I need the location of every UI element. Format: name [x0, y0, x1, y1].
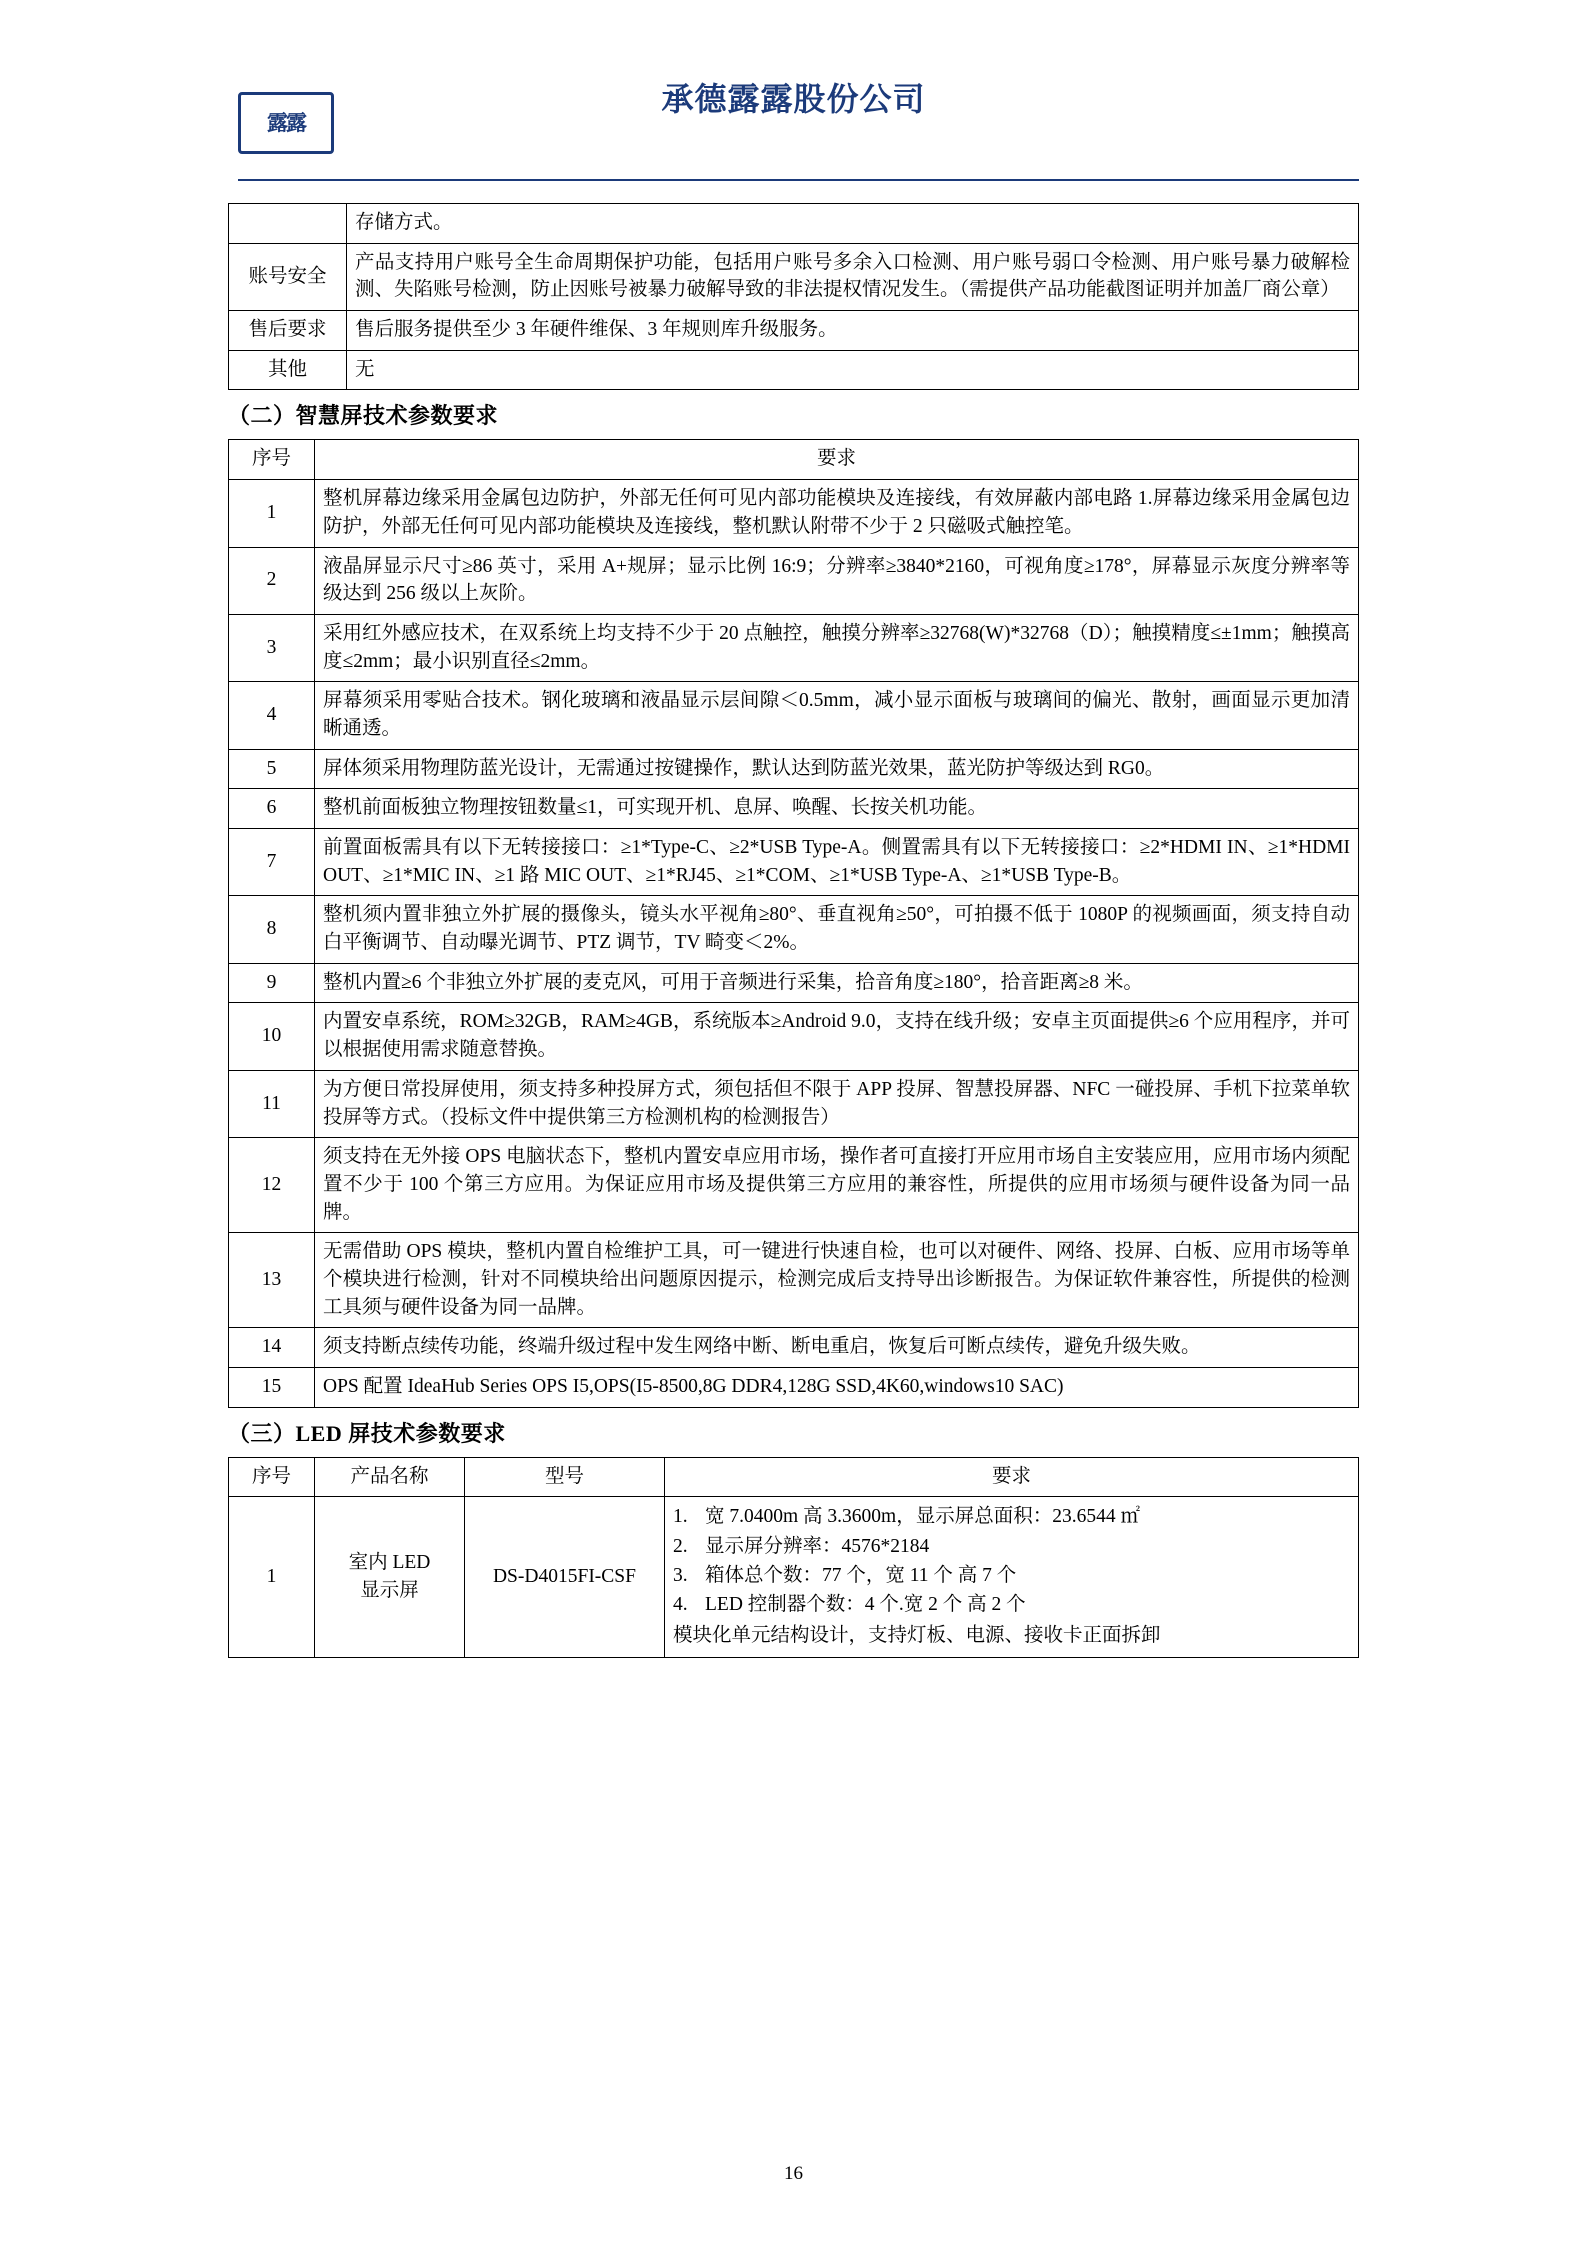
row-no: 6 — [229, 789, 315, 829]
section-title-two: （二）智慧屏技术参数要求 — [228, 403, 499, 429]
row-no: 7 — [229, 829, 315, 896]
table-smart-screen-specs — [228, 439, 1359, 1407]
row-no: 13 — [229, 1233, 315, 1328]
list-item — [673, 1590, 1350, 1619]
row-requirement: 须支持在无外接 OPS 电脑状态下，整机内置安卓应用市场，操作者可直接打开应用市场自主安装应用，应用市场内须配置不少于 100 个第三方应用。为保证应用市场及提供第三方应用的兼容性，所提供的应用市场须与硬件设备为同一品牌。 — [315, 1138, 1359, 1233]
column-header-no: 序号 — [229, 440, 315, 480]
row-model: DS-D4015FI-CSF — [465, 1497, 665, 1657]
row-requirement: OPS 配置 IdeaHub Series OPS I5,OPS(I5-8500,8G DDR4,128G SSD,4K60,windows10 SAC) — [315, 1368, 1359, 1408]
row-no: 11 — [229, 1070, 315, 1137]
row-requirement: 整机须内置非独立外扩展的摄像头，镜头水平视角≥80°、垂直视角≥50°，可拍摄不低于 1080P 的视频画面，须支持自动白平衡调节、自动曝光调节、PTZ 调节，TV 畸变＜2%。 — [315, 896, 1359, 963]
table-row — [229, 614, 1359, 681]
row-no: 3 — [229, 614, 315, 681]
row-text: 售后服务提供至少 3 年硬件维保、3 年规则库升级服务。 — [347, 311, 1359, 351]
list-item-number: 3. — [673, 1564, 688, 1586]
page-header — [228, 0, 1359, 171]
table-row — [229, 1368, 1359, 1408]
section-title-three: （三）LED 屏技术参数要求 — [228, 1420, 506, 1446]
row-requirement: 为方便日常投屏使用，须支持多种投屏方式，须包括但不限于 APP 投屏、智慧投屏器、NFC 一碰投屏、手机下拉菜单软投屏等方式。（投标文件中提供第三方检测机构的检测报告） — [315, 1070, 1359, 1137]
row-label: 其他 — [229, 350, 347, 390]
table-header-row — [229, 440, 1359, 480]
table-row — [229, 311, 1359, 351]
table-led-screen-specs — [228, 1457, 1359, 1658]
table-row — [229, 480, 1359, 547]
requirement-tail-text: 模块化单元结构设计，支持灯板、电源、接收卡正面拆卸 — [673, 1625, 1161, 1647]
list-item-number: 2. — [673, 1535, 688, 1557]
row-requirement: 屏体须采用物理防蓝光设计，无需通过按键操作，默认达到防蓝光效果，蓝光防护等级达到 RG0。 — [315, 749, 1359, 789]
list-item — [673, 1532, 1350, 1561]
header-divider — [238, 179, 1359, 181]
row-no: 9 — [229, 963, 315, 1003]
list-item-number: 4. — [673, 1594, 688, 1616]
row-label — [229, 204, 347, 244]
row-no: 14 — [229, 1328, 315, 1368]
row-no: 12 — [229, 1138, 315, 1233]
table-row — [229, 547, 1359, 614]
row-requirement: 整机屏幕边缘采用金属包边防护，外部无任何可见内部功能模块及连接线，有效屏蔽内部电路 1.屏幕边缘采用金属包边防护，外部无任何可见内部功能模块及连接线，整机默认附带不少于 2 只磁吸式触控笔。 — [315, 480, 1359, 547]
row-product-name — [315, 1497, 465, 1657]
row-requirement: 采用红外感应技术，在双系统上均支持不少于 20 点触控，触摸分辨率≥32768(W)*32768（D）；触摸精度≤±1mm；触摸高度≤2mm；最小识别直径≤2mm。 — [315, 614, 1359, 681]
row-requirement: 液晶屏显示尺寸≥86 英寸，采用 A+规屏；显示比例 16:9；分辨率≥3840*2160，可视角度≥178°，屏幕显示灰度分辨率等级达到 256 级以上灰阶。 — [315, 547, 1359, 614]
table-row — [229, 896, 1359, 963]
row-text: 存储方式。 — [347, 204, 1359, 244]
product-name-line1: 室内 LED — [348, 1551, 431, 1573]
table-row — [229, 1328, 1359, 1368]
row-requirement: 整机前面板独立物理按钮数量≤1，可实现开机、息屏、唤醒、长按关机功能。 — [315, 789, 1359, 829]
row-no: 15 — [229, 1368, 315, 1408]
row-requirement — [665, 1497, 1359, 1657]
page-number: 16 — [784, 2163, 803, 2184]
column-header-requirement: 要求 — [665, 1457, 1359, 1497]
row-requirement: 屏幕须采用零贴合技术。钢化玻璃和液晶显示层间隙＜0.5mm，减小显示面板与玻璃间的偏光、散射，画面显示更加清晰通透。 — [315, 682, 1359, 749]
table-row — [229, 204, 1359, 244]
table-row — [229, 963, 1359, 1003]
row-no: 2 — [229, 547, 315, 614]
row-text: 产品支持用户账号全生命周期保护功能，包括用户账号多余入口检测、用户账号弱口令检测、用户账号暴力破解检测、失陷账号检测，防止因账号被暴力破解导致的非法提权情况发生。（需提供产品功能截图证明并加盖厂商公章） — [347, 243, 1359, 310]
list-item-number: 1. — [673, 1506, 688, 1528]
document-content — [228, 203, 1359, 1658]
table-row — [229, 682, 1359, 749]
table-row — [229, 1070, 1359, 1137]
table-row — [229, 1497, 1359, 1657]
table-header-row — [229, 1457, 1359, 1497]
column-header-model: 型号 — [465, 1457, 665, 1497]
list-item-text: 显示屏分辨率：4576*2184 — [705, 1535, 930, 1557]
row-no: 10 — [229, 1003, 315, 1070]
row-requirement: 整机内置≥6 个非独立外扩展的麦克风，可用于音频进行采集，拾音角度≥180°，拾音距离≥8 米。 — [315, 963, 1359, 1003]
list-item-text: 箱体总个数：77 个，宽 11 个 高 7 个 — [705, 1564, 1017, 1586]
product-name-line2: 显示屏 — [360, 1579, 419, 1601]
row-no: 1 — [229, 480, 315, 547]
table-row — [229, 1233, 1359, 1328]
list-item — [673, 1502, 1350, 1531]
column-header-no: 序号 — [229, 1457, 315, 1497]
table-row — [229, 350, 1359, 390]
row-requirement: 内置安卓系统，ROM≥32GB，RAM≥4GB，系统版本≥Android 9.0，支持在线升级；安卓主页面提供≥6 个应用程序，并可以根据使用需求随意替换。 — [315, 1003, 1359, 1070]
list-item-text: 宽 7.0400m 高 3.3600m，显示屏总面积：23.6544 ㎡ — [705, 1506, 1140, 1528]
table-row — [229, 1003, 1359, 1070]
list-item-text: LED 控制器个数：4 个.宽 2 个 高 2 个 — [705, 1594, 1026, 1616]
row-no: 1 — [229, 1497, 315, 1657]
company-title: 承德露露股份公司 — [661, 81, 926, 117]
row-text: 无 — [347, 350, 1359, 390]
row-requirement: 无需借助 OPS 模块，整机内置自检维护工具，可一键进行快速自检，也可以对硬件、网络、投屏、白板、应用市场等单个模块进行检测，针对不同模块给出问题原因提示，检测完成后支持导出诊断报告。为保证软件兼容性，所提供的检测工具须与硬件设备为同一品牌。 — [315, 1233, 1359, 1328]
table-security-requirements — [228, 203, 1359, 390]
row-requirement: 须支持断点续传功能，终端升级过程中发生网络中断、断电重启，恢复后可断点续传，避免升级失败。 — [315, 1328, 1359, 1368]
row-label: 账号安全 — [229, 243, 347, 310]
row-requirement: 前置面板需具有以下无转接接口：≥1*Type-C、≥2*USB Type-A。侧置需具有以下无转接接口：≥2*HDMI IN、≥1*HDMI OUT、≥1*MIC IN、≥1 路 MIC OUT、≥1*RJ45、≥1*COM、≥1*USB Type-A、≥1*USB Type-B。 — [315, 829, 1359, 896]
list-item — [673, 1561, 1350, 1590]
table-row — [229, 829, 1359, 896]
column-header-product: 产品名称 — [315, 1457, 465, 1497]
column-header-requirement: 要求 — [315, 440, 1359, 480]
row-label: 售后要求 — [229, 311, 347, 351]
row-no: 4 — [229, 682, 315, 749]
logo-text: 露露 — [267, 110, 305, 135]
table-row — [229, 789, 1359, 829]
table-row — [229, 749, 1359, 789]
row-no: 5 — [229, 749, 315, 789]
table-row — [229, 243, 1359, 310]
requirement-list — [673, 1502, 1350, 1619]
table-row — [229, 1138, 1359, 1233]
row-no: 8 — [229, 896, 315, 963]
